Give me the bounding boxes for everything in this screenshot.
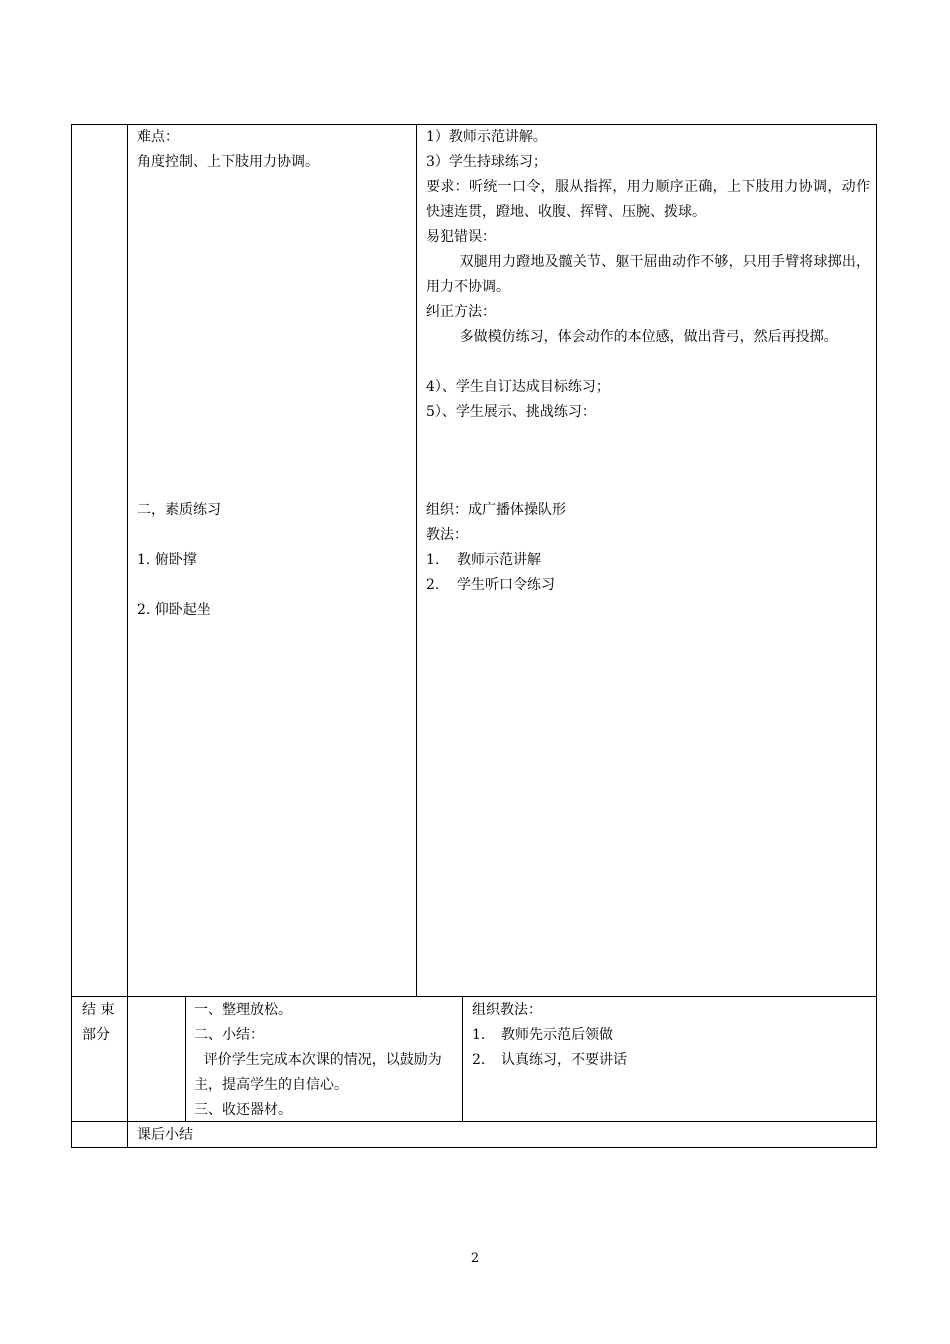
exercise-item-situp: 2. 仰卧起坐 <box>137 602 211 618</box>
errors-label: 易犯错误： <box>426 229 496 245</box>
method-item-num: 1. <box>426 552 440 568</box>
requirement-text: 要求：听统一口令，服从指挥，用力顺序正确，上下肢用力协调，动作快速连贯，蹬地、收腹、挥臂、压腕、拨球。 <box>426 179 870 220</box>
difficulty-text: 角度控制、上下肢用力协调。 <box>137 154 319 170</box>
method-item-text: 学生听口令练习 <box>457 577 555 593</box>
ending-org-item-num: 1. <box>472 1027 486 1043</box>
ending-content-line: 二、小结： <box>194 1027 264 1043</box>
ending-time-divider <box>185 996 186 1122</box>
step-5: 5）、学生展示、挑战练习： <box>426 404 596 420</box>
errors-text: 双腿用力蹬地及髋关节、躯干屈曲动作不够，只用手臂将球掷出，用力不协调。 <box>426 254 870 295</box>
correction-label: 纠正方法： <box>426 304 496 320</box>
organization-text: 组织：成广播体操队形 <box>426 502 566 518</box>
summary-row-top-line <box>71 1121 877 1122</box>
ending-org-item-text: 教师先示范后领做 <box>501 1027 613 1043</box>
upper-column-divider <box>416 124 417 997</box>
correction-text: 多做模仿练习，体会动作的本位感，做出背弓，然后再投掷。 <box>459 329 838 345</box>
ending-org-item-text: 认真练习，不要讲话 <box>501 1052 627 1068</box>
method-item-num: 2. <box>426 577 440 593</box>
ending-content-line: 一、整理放松。 <box>194 1002 292 1018</box>
ending-content-line: 三、收还器材。 <box>194 1102 292 1118</box>
ending-section-label: 结 束 <box>82 1002 115 1018</box>
page-number: 2 <box>470 1251 480 1266</box>
ending-org-item-num: 2. <box>472 1052 486 1068</box>
step-3: 3）学生持球练习； <box>426 154 547 170</box>
label-column-divider <box>127 124 128 1148</box>
method-item-text: 教师示范讲解 <box>457 552 541 568</box>
after-class-summary-label: 课后小结 <box>137 1127 193 1143</box>
ending-org-label: 组织教法： <box>472 1002 542 1018</box>
method-label: 教法： <box>426 527 468 543</box>
ending-section-label: 部分 <box>82 1027 110 1043</box>
ending-org-divider <box>462 996 463 1122</box>
step-4: 4）、学生自订达成目标练习； <box>426 379 610 395</box>
exercise-item-pushup: 1. 俯卧撑 <box>137 552 197 568</box>
section2-title: 二，素质练习 <box>137 502 221 518</box>
step-1: 1）教师示范讲解。 <box>426 129 547 145</box>
ending-summary-paragraph: 评价学生完成本次课的情况，以鼓励为主，提高学生的自信心。 <box>194 1052 442 1093</box>
difficulty-label: 难点： <box>137 129 179 145</box>
ending-row-top-line <box>71 996 877 997</box>
